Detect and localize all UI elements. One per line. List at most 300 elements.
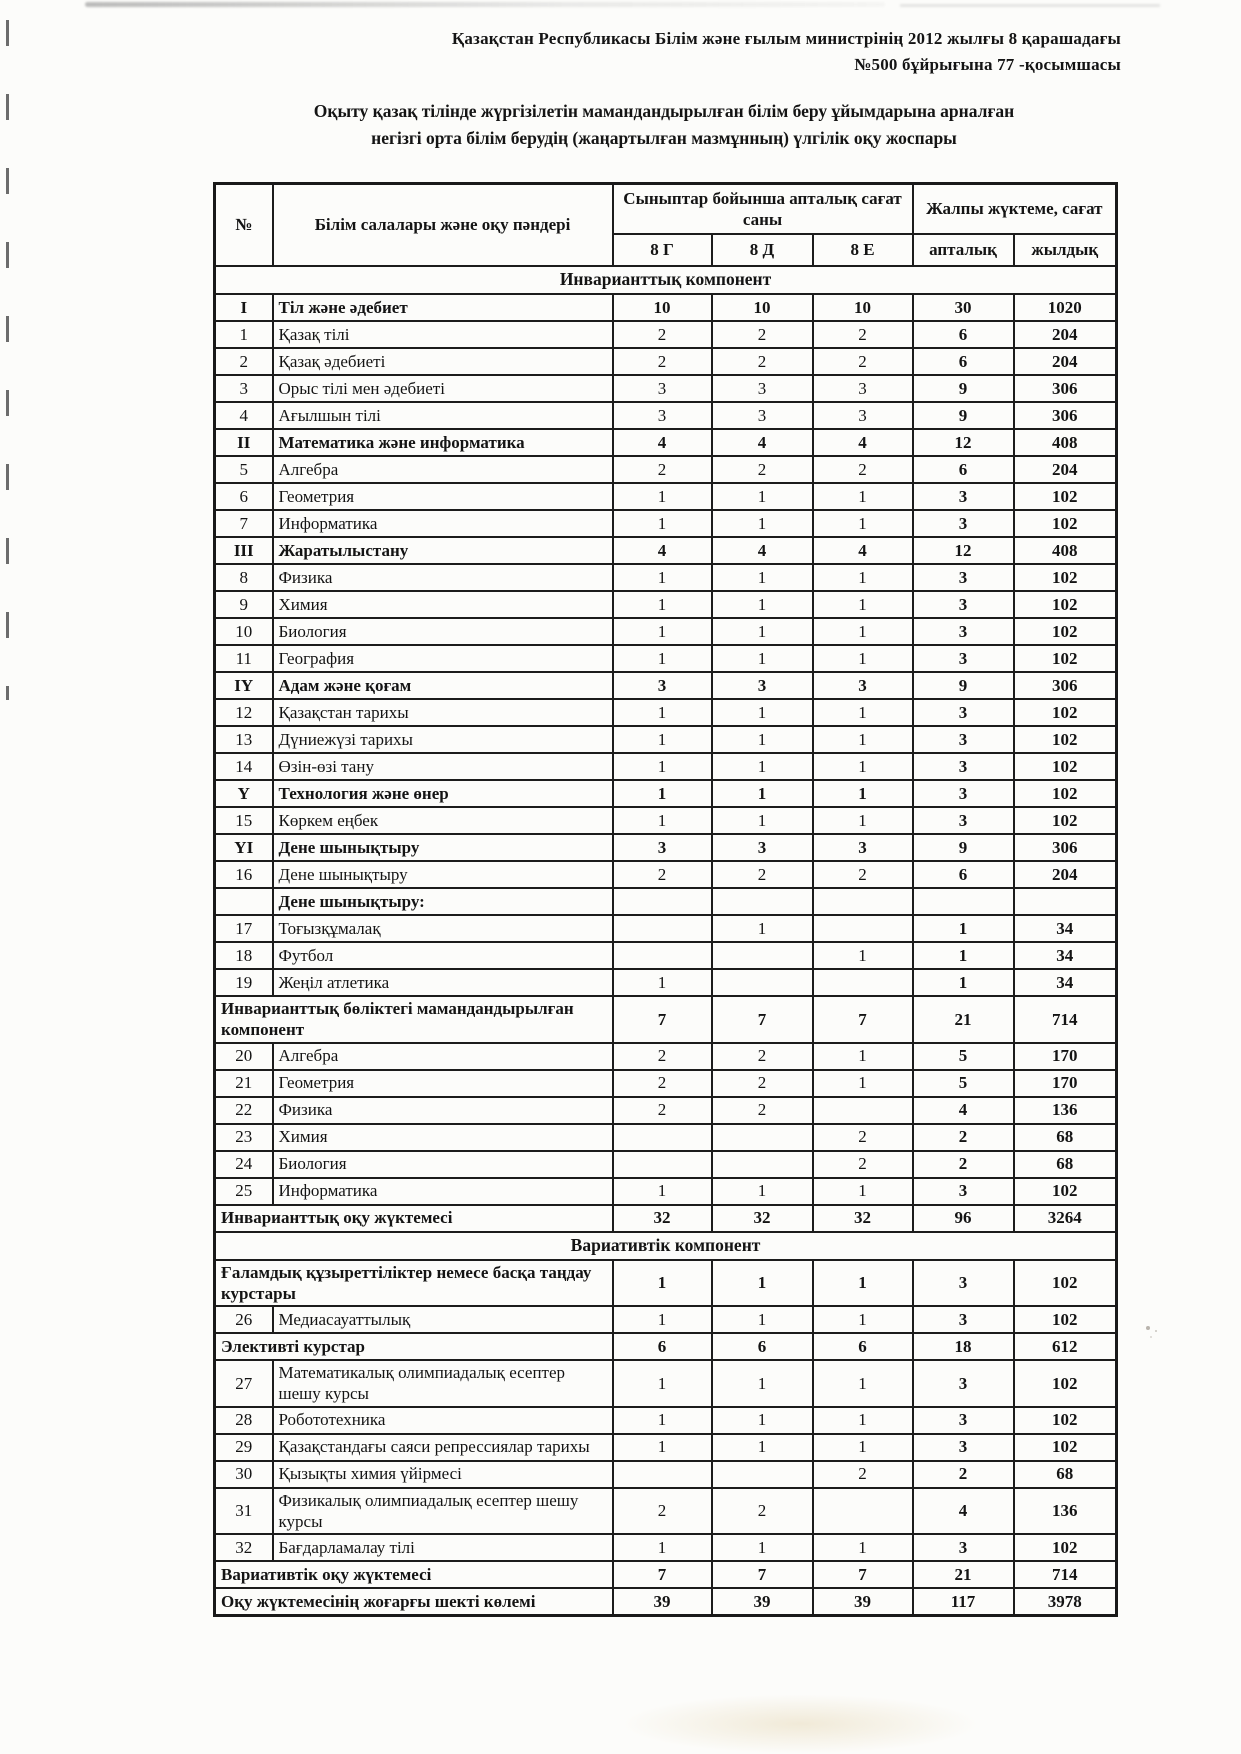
cell-yearly: 204 xyxy=(1014,456,1117,483)
cell-8d: 1 xyxy=(712,753,813,780)
cell-8d: 1 xyxy=(712,510,813,537)
table-body xyxy=(215,266,1117,1616)
cell-weekly: 6 xyxy=(913,456,1014,483)
cell-weekly: 3 xyxy=(913,726,1014,753)
scan-artifact-right-smudge xyxy=(1146,1326,1150,1330)
table-row xyxy=(215,1070,1117,1097)
table-row xyxy=(215,1306,1117,1333)
table-row xyxy=(215,888,1117,915)
row-number: 7 xyxy=(215,510,273,537)
cell-yearly: 102 xyxy=(1014,564,1117,591)
header-col-8e: 8 Е xyxy=(813,234,913,266)
row-label: Химия xyxy=(273,591,613,618)
row-label: Дене шынықтыру xyxy=(273,834,613,861)
cell-weekly: 1 xyxy=(913,942,1014,969)
cell-weekly: 3 xyxy=(913,753,1014,780)
cell-8d: 7 xyxy=(712,1561,813,1588)
cell-8d xyxy=(712,1151,813,1178)
row-number: 2 xyxy=(215,348,273,375)
cell-yearly: 102 xyxy=(1014,591,1117,618)
row-label: Жеңіл атлетика xyxy=(273,969,613,996)
row-label: Алгебра xyxy=(273,1043,613,1070)
cell-weekly: 21 xyxy=(913,996,1014,1043)
cell-8e xyxy=(813,1097,913,1124)
table-row xyxy=(215,780,1117,807)
table-row xyxy=(215,1461,1117,1488)
row-label: Жаратылыстану xyxy=(273,537,613,564)
cell-8e: 3 xyxy=(813,375,913,402)
cell-weekly: 3 xyxy=(913,483,1014,510)
cell-8e: 1 xyxy=(813,510,913,537)
cell-8e xyxy=(813,915,913,942)
cell-8g: 3 xyxy=(613,402,712,429)
cell-8d: 3 xyxy=(712,672,813,699)
row-label: Дүниежүзі тарихы xyxy=(273,726,613,753)
cell-8d: 2 xyxy=(712,456,813,483)
cell-8e: 7 xyxy=(813,996,913,1043)
row-number: 30 xyxy=(215,1461,273,1488)
row-label: Қазақстандағы саяси репрессиялар тарихы xyxy=(273,1434,613,1461)
cell-8g: 2 xyxy=(613,1488,712,1535)
row-number xyxy=(215,888,273,915)
table-header-row-1 xyxy=(215,184,1117,235)
cell-8g xyxy=(613,888,712,915)
cell-weekly xyxy=(913,888,1014,915)
row-number: 9 xyxy=(215,591,273,618)
cell-8e: 7 xyxy=(813,1561,913,1588)
row-label: Дене шынықтыру xyxy=(273,861,613,888)
header-classes-group: Сыныптар бойынша апталық сағат саны xyxy=(613,184,913,235)
table-row xyxy=(215,1260,1117,1307)
row-label: Бағдарламалау тілі xyxy=(273,1534,613,1561)
page-title-line2: негізгі орта білім берудің (жаңартылған мазмұнның) үлгілік оқу жоспары xyxy=(371,128,957,149)
cell-weekly: 3 xyxy=(913,1534,1014,1561)
row-label: Орыс тілі мен әдебиеті xyxy=(273,375,613,402)
cell-weekly: 12 xyxy=(913,537,1014,564)
row-number: 27 xyxy=(215,1360,273,1407)
cell-yearly: 170 xyxy=(1014,1043,1117,1070)
cell-yearly: 204 xyxy=(1014,861,1117,888)
cell-8g: 2 xyxy=(613,1043,712,1070)
row-number: 21 xyxy=(215,1070,273,1097)
cell-8d: 2 xyxy=(712,1488,813,1535)
cell-weekly: 4 xyxy=(913,1097,1014,1124)
table-row xyxy=(215,861,1117,888)
cell-8g: 1 xyxy=(613,564,712,591)
table-row xyxy=(215,1043,1117,1070)
row-number: 19 xyxy=(215,969,273,996)
cell-8e: 1 xyxy=(813,1360,913,1407)
cell-8g: 1 xyxy=(613,699,712,726)
cell-8g: 1 xyxy=(613,780,712,807)
cell-weekly: 3 xyxy=(913,510,1014,537)
table-row xyxy=(215,969,1117,996)
header-col-8d: 8 Д xyxy=(712,234,813,266)
table-row xyxy=(215,294,1117,321)
cell-8g: 6 xyxy=(613,1333,712,1360)
curriculum-table xyxy=(213,182,1118,1617)
scan-artifact-top-streak-right xyxy=(900,4,1160,7)
cell-8e: 1 xyxy=(813,1306,913,1333)
row-label: Тоғызқұмалақ xyxy=(273,915,613,942)
row-label: Оқу жүктемесінің жоғарғы шекті көлемі xyxy=(215,1588,613,1616)
cell-8d: 1 xyxy=(712,564,813,591)
row-label: Физикалық олимпиадалық есептер шешу курсы xyxy=(273,1488,613,1535)
cell-weekly: 1 xyxy=(913,969,1014,996)
cell-yearly: 102 xyxy=(1014,1407,1117,1434)
cell-yearly: 68 xyxy=(1014,1151,1117,1178)
row-label: Геометрия xyxy=(273,1070,613,1097)
row-label: Физика xyxy=(273,1097,613,1124)
page-title-line1: Оқыту қазақ тілінде жүргізілетін мамандандырылған білім беру ұйымдарына арналған xyxy=(313,101,1015,121)
row-label: Инварианттық бөліктегі мамандандырылған компонент xyxy=(215,996,613,1043)
cell-8e: 1 xyxy=(813,1407,913,1434)
table-row xyxy=(215,1097,1117,1124)
cell-8d: 2 xyxy=(712,348,813,375)
cell-yearly: 306 xyxy=(1014,672,1117,699)
cell-weekly: 6 xyxy=(913,321,1014,348)
table-row xyxy=(215,672,1117,699)
cell-8d: 1 xyxy=(712,1260,813,1307)
cell-8e: 32 xyxy=(813,1205,913,1232)
cell-yearly: 204 xyxy=(1014,321,1117,348)
cell-8d: 2 xyxy=(712,1043,813,1070)
cell-8g: 1 xyxy=(613,1407,712,1434)
cell-weekly: 3 xyxy=(913,1407,1014,1434)
cell-8e: 1 xyxy=(813,807,913,834)
row-number: 12 xyxy=(215,699,273,726)
cell-8e: 2 xyxy=(813,348,913,375)
cell-8g: 2 xyxy=(613,321,712,348)
table-row xyxy=(215,591,1117,618)
row-label: Қазақ тілі xyxy=(273,321,613,348)
page-title xyxy=(208,98,1120,152)
cell-yearly: 102 xyxy=(1014,1434,1117,1461)
cell-yearly: 714 xyxy=(1014,1561,1117,1588)
cell-8d: 2 xyxy=(712,861,813,888)
cell-yearly: 102 xyxy=(1014,780,1117,807)
cell-weekly: 3 xyxy=(913,1360,1014,1407)
table-row xyxy=(215,1124,1117,1151)
row-label: Инварианттық оқу жүктемесі xyxy=(215,1205,613,1232)
cell-8e: 4 xyxy=(813,537,913,564)
cell-8e: 1 xyxy=(813,1043,913,1070)
row-label: Биология xyxy=(273,1151,613,1178)
table-row xyxy=(215,1588,1117,1616)
cell-weekly: 21 xyxy=(913,1561,1014,1588)
row-number: III xyxy=(215,537,273,564)
cell-yearly: 714 xyxy=(1014,996,1117,1043)
cell-8e: 1 xyxy=(813,1434,913,1461)
cell-8e: 1 xyxy=(813,483,913,510)
row-label: Информатика xyxy=(273,510,613,537)
cell-yearly: 34 xyxy=(1014,969,1117,996)
cell-yearly: 204 xyxy=(1014,348,1117,375)
table-row xyxy=(215,564,1117,591)
cell-8g xyxy=(613,942,712,969)
cell-8d: 1 xyxy=(712,618,813,645)
row-label: Дене шынықтыру: xyxy=(273,888,613,915)
table-row xyxy=(215,1407,1117,1434)
row-number: 3 xyxy=(215,375,273,402)
cell-weekly: 5 xyxy=(913,1070,1014,1097)
cell-weekly: 30 xyxy=(913,294,1014,321)
table-row xyxy=(215,1434,1117,1461)
row-label: Тіл және әдебиет xyxy=(273,294,613,321)
cell-8g: 1 xyxy=(613,1260,712,1307)
cell-8e: 1 xyxy=(813,726,913,753)
table-row xyxy=(215,1232,1117,1260)
cell-weekly: 3 xyxy=(913,1260,1014,1307)
cell-8e: 6 xyxy=(813,1333,913,1360)
cell-8d: 10 xyxy=(712,294,813,321)
cell-8e: 2 xyxy=(813,456,913,483)
cell-8d xyxy=(712,1461,813,1488)
cell-8d xyxy=(712,888,813,915)
cell-8d: 2 xyxy=(712,1070,813,1097)
cell-8g: 32 xyxy=(613,1205,712,1232)
row-number: 1 xyxy=(215,321,273,348)
cell-yearly: 68 xyxy=(1014,1461,1117,1488)
row-label: Физика xyxy=(273,564,613,591)
table-row xyxy=(215,510,1117,537)
row-label: Қазақ әдебиеті xyxy=(273,348,613,375)
scan-artifact-bottom-smudge xyxy=(620,1694,980,1754)
row-number: 11 xyxy=(215,645,273,672)
cell-yearly: 102 xyxy=(1014,1178,1117,1205)
row-label: Адам және қоғам xyxy=(273,672,613,699)
cell-weekly: 9 xyxy=(913,834,1014,861)
cell-8g: 1 xyxy=(613,618,712,645)
cell-8e: 2 xyxy=(813,861,913,888)
cell-8d: 1 xyxy=(712,1407,813,1434)
table-row xyxy=(215,753,1117,780)
cell-8g: 1 xyxy=(613,591,712,618)
row-label: Қызықты химия үйірмесі xyxy=(273,1461,613,1488)
cell-8g: 2 xyxy=(613,1070,712,1097)
cell-8g: 3 xyxy=(613,672,712,699)
row-number: IY xyxy=(215,672,273,699)
cell-8e: 1 xyxy=(813,1070,913,1097)
cell-yearly: 3264 xyxy=(1014,1205,1117,1232)
cell-8e: 1 xyxy=(813,645,913,672)
cell-yearly: 102 xyxy=(1014,807,1117,834)
row-label: Робототехника xyxy=(273,1407,613,1434)
row-number: 22 xyxy=(215,1097,273,1124)
row-number: 26 xyxy=(215,1306,273,1333)
cell-8e: 3 xyxy=(813,672,913,699)
cell-8d: 4 xyxy=(712,537,813,564)
cell-8d: 32 xyxy=(712,1205,813,1232)
cell-yearly: 306 xyxy=(1014,402,1117,429)
cell-weekly: 12 xyxy=(913,429,1014,456)
row-label: Геометрия xyxy=(273,483,613,510)
row-label: Математика және информатика xyxy=(273,429,613,456)
section-label: Вариативтік компонент xyxy=(215,1232,1117,1260)
cell-8g: 3 xyxy=(613,375,712,402)
table-row xyxy=(215,699,1117,726)
row-number: 31 xyxy=(215,1488,273,1535)
row-label: Информатика xyxy=(273,1178,613,1205)
cell-weekly: 5 xyxy=(913,1043,1014,1070)
cell-8e: 1 xyxy=(813,618,913,645)
cell-weekly: 9 xyxy=(913,375,1014,402)
cell-8g: 1 xyxy=(613,807,712,834)
cell-8e: 1 xyxy=(813,1178,913,1205)
row-label: Элективті курстар xyxy=(215,1333,613,1360)
cell-8e xyxy=(813,1488,913,1535)
table-row xyxy=(215,348,1117,375)
cell-8d xyxy=(712,942,813,969)
table-row xyxy=(215,483,1117,510)
table-row xyxy=(215,537,1117,564)
table-row xyxy=(215,1360,1117,1407)
cell-8g: 1 xyxy=(613,969,712,996)
row-label: Биология xyxy=(273,618,613,645)
table-row xyxy=(215,834,1117,861)
row-label: Технология және өнер xyxy=(273,780,613,807)
cell-8d: 1 xyxy=(712,1178,813,1205)
cell-8g xyxy=(613,1461,712,1488)
cell-8e: 39 xyxy=(813,1588,913,1616)
row-number: 8 xyxy=(215,564,273,591)
cell-8d: 4 xyxy=(712,429,813,456)
header-col-8g: 8 Г xyxy=(613,234,712,266)
cell-weekly: 96 xyxy=(913,1205,1014,1232)
cell-weekly: 18 xyxy=(913,1333,1014,1360)
cell-weekly: 3 xyxy=(913,807,1014,834)
cell-8d: 3 xyxy=(712,375,813,402)
header-subject: Білім салалары және оқу пәндері xyxy=(273,184,613,267)
cell-weekly: 3 xyxy=(913,699,1014,726)
cell-8g: 1 xyxy=(613,510,712,537)
cell-yearly: 102 xyxy=(1014,1306,1117,1333)
cell-yearly: 136 xyxy=(1014,1097,1117,1124)
row-number: 14 xyxy=(215,753,273,780)
cell-8d: 2 xyxy=(712,1097,813,1124)
cell-8d: 1 xyxy=(712,915,813,942)
table-row xyxy=(215,726,1117,753)
table-row xyxy=(215,1151,1117,1178)
table-row xyxy=(215,1561,1117,1588)
cell-8d: 1 xyxy=(712,807,813,834)
cell-yearly: 408 xyxy=(1014,429,1117,456)
table-row xyxy=(215,1534,1117,1561)
cell-8d: 1 xyxy=(712,780,813,807)
row-number: 16 xyxy=(215,861,273,888)
row-number: I xyxy=(215,294,273,321)
cell-8g: 10 xyxy=(613,294,712,321)
cell-8e: 3 xyxy=(813,402,913,429)
table-row xyxy=(215,375,1117,402)
row-number: 10 xyxy=(215,618,273,645)
cell-yearly: 136 xyxy=(1014,1488,1117,1535)
cell-8g: 1 xyxy=(613,726,712,753)
row-number: 18 xyxy=(215,942,273,969)
row-label: Ғаламдық құзыреттіліктер немесе басқа таңдау курстары xyxy=(215,1260,613,1307)
cell-8e: 1 xyxy=(813,591,913,618)
cell-8g: 1 xyxy=(613,753,712,780)
cell-8d: 1 xyxy=(712,1360,813,1407)
row-label: Қазақстан тарихы xyxy=(273,699,613,726)
cell-weekly: 6 xyxy=(913,861,1014,888)
table-row xyxy=(215,1333,1117,1360)
cell-8g: 7 xyxy=(613,996,712,1043)
header-note-line1: Қазақстан Республикасы Білім және ғылым министрінің 2012 жылғы 8 қарашадағы xyxy=(451,29,1121,48)
cell-8g: 1 xyxy=(613,1434,712,1461)
cell-8d: 1 xyxy=(712,726,813,753)
cell-8g: 7 xyxy=(613,1561,712,1588)
cell-8d: 1 xyxy=(712,645,813,672)
table-row xyxy=(215,266,1117,294)
row-number: 20 xyxy=(215,1043,273,1070)
cell-8d: 7 xyxy=(712,996,813,1043)
table-row xyxy=(215,942,1117,969)
cell-weekly: 6 xyxy=(913,348,1014,375)
table-row xyxy=(215,429,1117,456)
cell-weekly: 2 xyxy=(913,1124,1014,1151)
header-col-yearly: жылдық xyxy=(1014,234,1117,266)
cell-weekly: 3 xyxy=(913,1434,1014,1461)
cell-8g xyxy=(613,1124,712,1151)
cell-yearly: 306 xyxy=(1014,375,1117,402)
cell-yearly: 102 xyxy=(1014,510,1117,537)
table-row xyxy=(215,645,1117,672)
table-row xyxy=(215,1205,1117,1232)
cell-8d: 1 xyxy=(712,1434,813,1461)
cell-8e: 1 xyxy=(813,564,913,591)
header-total-group: Жалпы жүктеме, сағат xyxy=(913,184,1117,235)
cell-8d: 3 xyxy=(712,402,813,429)
row-number: 23 xyxy=(215,1124,273,1151)
header-note xyxy=(452,26,1121,79)
cell-8g: 1 xyxy=(613,483,712,510)
cell-weekly: 2 xyxy=(913,1151,1014,1178)
row-number: 32 xyxy=(215,1534,273,1561)
table-row xyxy=(215,456,1117,483)
cell-yearly: 102 xyxy=(1014,618,1117,645)
cell-8g: 1 xyxy=(613,1306,712,1333)
row-number: 17 xyxy=(215,915,273,942)
row-label: Химия xyxy=(273,1124,613,1151)
row-label: Вариативтік оқу жүктемесі xyxy=(215,1561,613,1588)
cell-8e: 10 xyxy=(813,294,913,321)
cell-8e: 1 xyxy=(813,1534,913,1561)
row-label: Өзін-өзі тану xyxy=(273,753,613,780)
cell-yearly: 102 xyxy=(1014,1534,1117,1561)
cell-weekly: 1 xyxy=(913,915,1014,942)
row-number: 15 xyxy=(215,807,273,834)
cell-8d: 39 xyxy=(712,1588,813,1616)
cell-yearly: 68 xyxy=(1014,1124,1117,1151)
cell-8e: 4 xyxy=(813,429,913,456)
cell-weekly: 4 xyxy=(913,1488,1014,1535)
cell-8e: 3 xyxy=(813,834,913,861)
cell-8g: 1 xyxy=(613,1178,712,1205)
cell-yearly: 1020 xyxy=(1014,294,1117,321)
header-note-line2: №500 бұйрығына 77 -қосымшасы xyxy=(854,55,1121,75)
cell-yearly: 102 xyxy=(1014,699,1117,726)
cell-8g xyxy=(613,1151,712,1178)
cell-8g: 3 xyxy=(613,834,712,861)
table-row xyxy=(215,807,1117,834)
row-label: Ағылшын тілі xyxy=(273,402,613,429)
cell-8d: 6 xyxy=(712,1333,813,1360)
cell-yearly: 102 xyxy=(1014,645,1117,672)
cell-8d: 2 xyxy=(712,321,813,348)
cell-weekly: 117 xyxy=(913,1588,1014,1616)
cell-8g: 4 xyxy=(613,429,712,456)
